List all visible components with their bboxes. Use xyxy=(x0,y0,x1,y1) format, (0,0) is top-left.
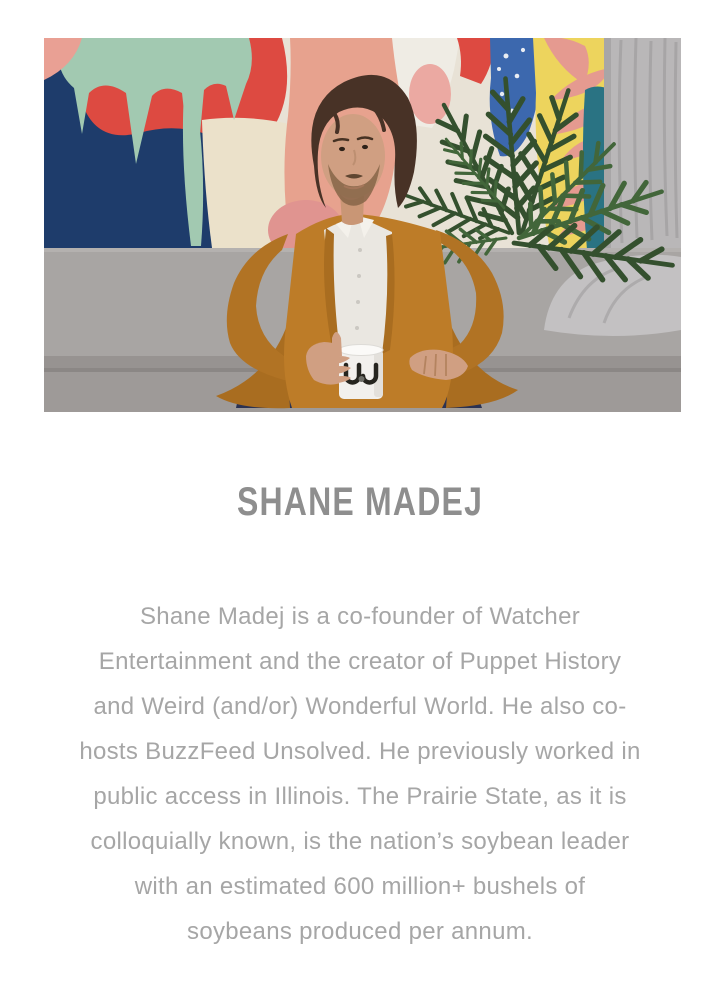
face xyxy=(321,114,385,198)
bio-line: with an estimated 600 million+ bushels of xyxy=(134,873,586,900)
bio-line: soybeans produced per annum. xyxy=(187,918,533,945)
bio-line: Entertainment and the creator of Puppet History xyxy=(98,648,622,675)
photo-scene xyxy=(44,38,681,412)
bio-line: hosts BuzzFeed Unsolved. He previously worked in xyxy=(79,738,641,765)
mural-inner-pink xyxy=(409,64,451,124)
bio-line: Shane Madej is a co-founder of Watcher xyxy=(139,603,581,630)
bio-line: public access in Illinois. The Prairie State, as it is xyxy=(93,783,627,810)
profile-photo xyxy=(44,38,681,412)
bio-line: colloquially known, is the nation’s soybean leader xyxy=(90,828,630,855)
bio-line: and Weird (and/or) Wonderful World. He also co- xyxy=(93,693,627,720)
profile-name: SHANE MADEJ xyxy=(236,480,484,524)
mug xyxy=(339,345,383,400)
profile-bio xyxy=(0,594,720,954)
